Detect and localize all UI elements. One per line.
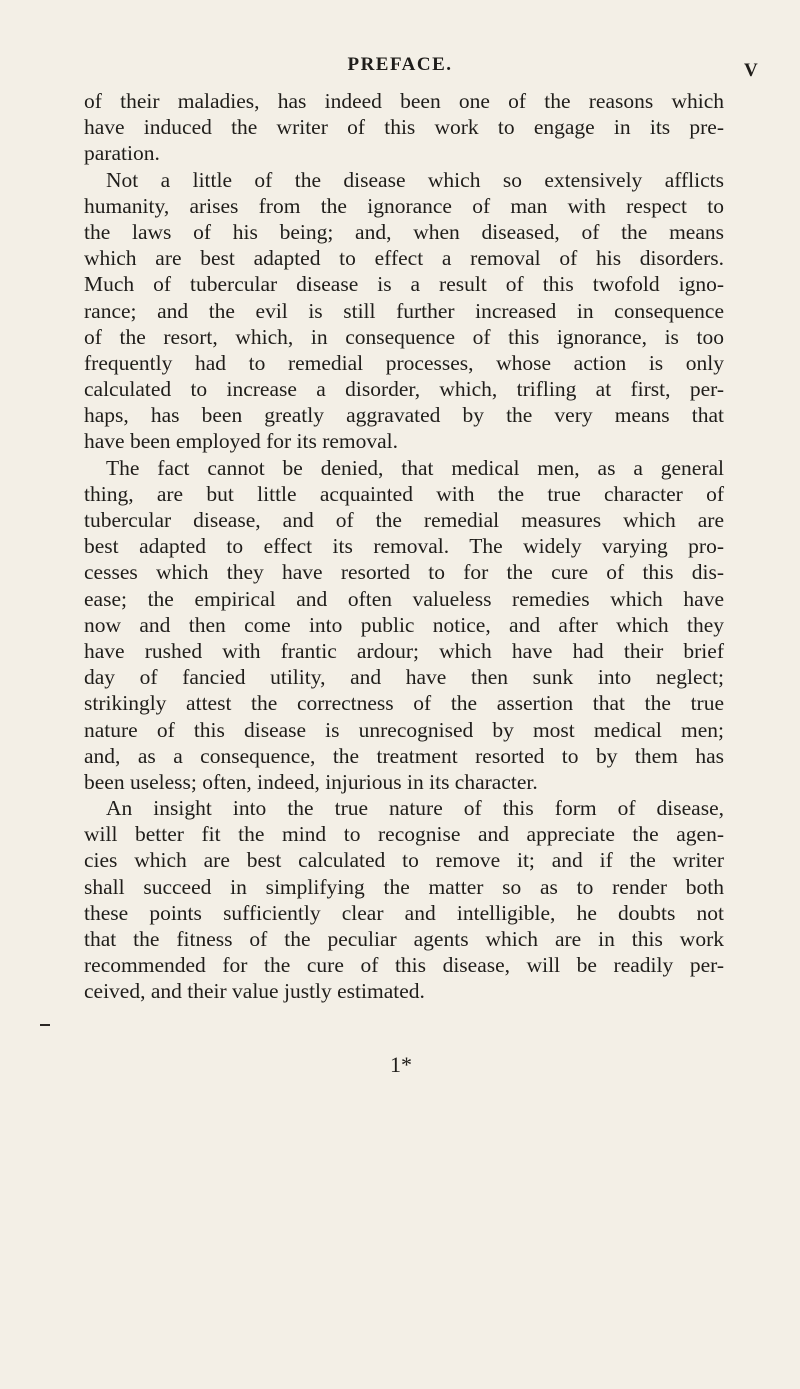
text-line: haps, has been greatly aggravated by the very means that <box>84 403 724 428</box>
text-line: An insight into the true nature of this form of disease, <box>106 796 724 821</box>
text-line: have rushed with frantic ardour; which have had their brief <box>84 638 724 663</box>
text-line: recommended for the cure of this disease, will be readily per- <box>84 953 724 978</box>
text-line: ceived, and their value justly estimated. <box>84 979 425 1004</box>
paragraph <box>84 455 724 795</box>
text-line: will better fit the mind to recognise and appreciate the agen- <box>84 822 724 847</box>
text-line: humanity, arises from the ignorance of man with respect to <box>84 193 724 218</box>
text-line: calculated to increase a disorder, which, trifling at first, per- <box>84 377 724 402</box>
text-line: of the resort, which, in consequence of this ignorance, is too <box>84 324 724 349</box>
text-line: been useless; often, indeed, injurious in its character. <box>84 769 538 794</box>
text-line: ease; the empirical and often valueless remedies which have <box>84 586 724 611</box>
text-line: Not a little of the disease which so extensively afflicts <box>106 167 724 192</box>
page-number: V <box>744 60 758 81</box>
paragraph <box>84 88 724 167</box>
text-line: best adapted to effect its removal. The widely varying pro- <box>84 534 724 559</box>
text-line: have induced the writer of this work to engage in its pre- <box>84 115 724 140</box>
text-line: strikingly attest the correctness of the assertion that the true <box>84 691 724 716</box>
text-line: rance; and the evil is still further increased in consequence <box>84 298 724 323</box>
text-line: of their maladies, has indeed been one of the reasons which <box>84 89 724 113</box>
text-line: Much of tubercular disease is a result of this twofold igno- <box>84 272 724 297</box>
text-line: thing, are but little acquainted with the true character of <box>84 481 724 506</box>
running-title: PREFACE. <box>347 54 453 75</box>
text-line: these points sufficiently clear and intelligible, he doubts not <box>84 900 724 925</box>
text-line: now and then come into public notice, and after which they <box>84 612 724 637</box>
text-line: have been employed for its removal. <box>84 429 399 454</box>
text-line: nature of this disease is unrecognised by most medical men; <box>84 717 724 742</box>
margin-mark <box>40 1024 50 1026</box>
text-line: frequently had to remedial processes, whose action is only <box>84 350 724 375</box>
signature-mark: 1* <box>390 1052 412 1077</box>
text-line: and, as a consequence, the treatment resorted to by them has <box>84 743 724 768</box>
text-line: shall succeed in simplifying the matter so as to render both <box>84 874 724 899</box>
text-line: The fact cannot be denied, that medical men, as a general <box>106 455 724 480</box>
paragraph <box>84 167 724 455</box>
text-line: the laws of his being; and, when diseased, of the means <box>84 219 724 244</box>
text-line: which are best adapted to effect a removal of his disorders. <box>84 246 724 271</box>
text-line: tubercular disease, and of the remedial measures which are <box>84 508 724 532</box>
text-line: paration. <box>84 141 160 166</box>
text-line: that the fitness of the peculiar agents which are in this work <box>84 927 724 951</box>
body-text <box>84 88 724 1005</box>
text-line: cies which are best calculated to remove it; and if the writer <box>84 848 724 873</box>
text-line: cesses which they have resorted to for the cure of this dis- <box>84 560 724 585</box>
text-line: day of fancied utility, and have then sunk into neglect; <box>84 665 724 690</box>
paragraph <box>84 795 724 1005</box>
